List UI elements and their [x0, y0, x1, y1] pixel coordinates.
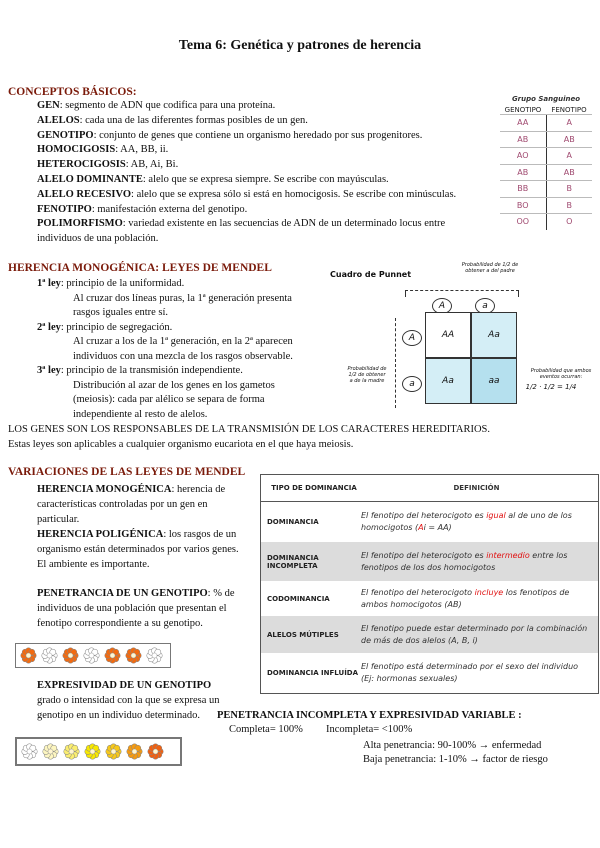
law-description: independiente al resto de alelos. — [73, 408, 208, 420]
genotype: BB — [500, 181, 547, 197]
dominance-row — [261, 616, 598, 653]
dominance-row — [261, 542, 598, 581]
flower-icon — [42, 743, 59, 760]
flower-icon — [84, 743, 101, 760]
mendel-note: Estas leyes son aplicables a cualquier organismo eucariota en el que haya meiosis. — [8, 439, 354, 450]
genotype: AB — [500, 165, 547, 181]
penetrance-flowers — [15, 643, 171, 668]
concept-item — [37, 100, 275, 111]
alta-penetrancia: Alta penetrancia: 90-100% → enfermedad — [363, 740, 542, 751]
punnett-title: Cuadro de Punnet — [330, 270, 412, 279]
blood-table-row — [500, 213, 592, 230]
page-title: Tema 6: Genética y patrones de herencia — [178, 38, 422, 53]
law-description: rasgos iguales entre sí. — [73, 307, 169, 318]
blood-header-genotipo: GENOTIPO — [504, 106, 542, 114]
genotype: AO — [500, 148, 547, 164]
phenotype: B — [566, 200, 572, 210]
phenotype: AB — [563, 134, 575, 144]
concept-def: : conjunto de genes que contiene un organismo heredado por sus progenitores. — [93, 129, 423, 141]
monogenica-def: : herencia de características controladas por un gen en particular. — [37, 484, 226, 525]
blood-table-row — [500, 197, 592, 214]
flower-icon — [105, 743, 122, 760]
def-highlight: igual — [486, 510, 506, 520]
row-allele: a — [402, 376, 422, 392]
incompleta: Incompleta= <100% — [326, 724, 413, 735]
dominance-header-type: TIPO DE DOMINANCIA — [271, 484, 357, 492]
concept-item — [37, 218, 445, 229]
phenotype: A — [566, 151, 572, 160]
law-label: 3ª ley — [37, 365, 61, 376]
completa: Completa= 100% — [229, 724, 303, 735]
def-text: entre los fenotipos de los dos homocigotos — [361, 550, 568, 572]
mendel-heading: HERENCIA MONOGÉNICA: LEYES DE MENDEL — [8, 262, 272, 274]
probability-formula: 1/2 · 1/2 = 1/4 — [525, 383, 577, 391]
def-text: El fenotipo del heterocigoto es — [361, 510, 487, 520]
dominance-definition — [361, 510, 598, 534]
flower-icon — [21, 743, 38, 760]
dominance-definition — [361, 623, 598, 647]
mendel-law — [37, 278, 184, 289]
variable-heading-text: PENETRANCIA INCOMPLETA Y EXPRESIVIDAD VARIABLE — [217, 710, 516, 721]
concept-item — [37, 174, 389, 185]
concept-def: : variedad existente en las secuencias de ADN de un determinado locus entre — [122, 218, 446, 230]
concept-def: : AB, Ai, Bi. — [125, 159, 179, 171]
genotype: BO — [500, 198, 547, 214]
concept-term: POLIMORFISMO — [37, 218, 123, 230]
genotype: AA — [500, 115, 547, 131]
concept-def: : alelo que se expresa sólo si está en homocigosis. Se escribe con minúsculas. — [131, 188, 457, 200]
monogenica-term: HERENCIA MONOGÉNICA — [37, 484, 172, 495]
phenotype: AB — [563, 167, 575, 177]
flower-icon — [20, 647, 37, 664]
concept-continuation: individuos de una población. — [37, 233, 159, 244]
blood-header-fenotipo: FENOTIPO — [551, 106, 587, 114]
def-text: al de uno de los homocigotos ( — [361, 510, 572, 532]
variaciones-text — [37, 482, 249, 631]
concept-term: ALELO RECESIVO — [37, 188, 132, 200]
dominance-type: DOMINANCIA INFLUÍDA — [267, 669, 359, 677]
law-description: individuos con una mezcla de los rasgos observable. — [73, 350, 293, 362]
def-text: El fenotipo está determinado por el sexo del individuo (Ej: hormonas sexuales) — [361, 662, 579, 683]
both-note: Probabilidad que ambos eventos ocurran: — [530, 368, 592, 380]
punnett-cell: Aa — [425, 358, 471, 404]
dominance-type: DOMINANCIA — [267, 517, 319, 526]
concept-term: ALELO DOMINANTE — [37, 174, 143, 185]
variable-colon: : — [518, 710, 522, 721]
genotype: OO — [500, 214, 547, 230]
genotype: AB — [500, 132, 547, 148]
concept-term: GENOTIPO — [37, 129, 94, 141]
dominance-row — [261, 581, 598, 616]
concept-item — [37, 204, 247, 215]
def-text: los fenotipos de ambos homocigotos (AB) — [361, 587, 570, 609]
concept-item — [37, 159, 178, 170]
law-description: Al cruzar a los de la 1ª generación, en la 2ª aparecen — [73, 336, 293, 347]
def-text: El fenotipo del heterocigoto — [361, 587, 475, 597]
law-name: : principio de la uniformidad. — [60, 278, 185, 289]
penetrancia-term: PENETRANCIA DE UN GENOTIPO — [37, 588, 208, 599]
dominance-type: ALELOS MÚTIPLES — [267, 630, 339, 639]
dominance-definition — [361, 550, 598, 574]
dominance-type: CODOMINANCIA — [267, 594, 330, 603]
dominance-type: DOMINANCIA INCOMPLETA — [267, 553, 319, 570]
law-label: 2ª ley — [37, 321, 61, 333]
dominance-table — [260, 474, 599, 694]
def-highlight: A — [418, 522, 424, 532]
mother-note: Probabilidad de 1/2 de obtener a de la madre — [347, 366, 387, 384]
concept-item — [37, 144, 168, 155]
concept-term: ALELOS — [37, 114, 80, 126]
variable-heading — [217, 710, 522, 721]
def-text: i = AA) — [423, 522, 452, 532]
concept-item — [37, 189, 456, 200]
blood-table-row — [500, 180, 592, 197]
mendel-statement: LOS GENES SON LOS RESPONSABLES DE LA TRANSMISIÓN DE LOS CARACTERES HEREDITARIOS. — [8, 424, 491, 435]
baja-penetrancia: Baja penetrancia: 1-10% → factor de riesgo — [363, 754, 548, 765]
law-name: : principio de segregación. — [60, 321, 173, 333]
punnett-square-figure — [325, 262, 600, 412]
expresividad-term: EXPRESIVIDAD DE UN GENOTIPO — [37, 680, 212, 691]
phenotype: A — [566, 118, 572, 127]
dominance-row — [261, 653, 598, 693]
flower-icon — [83, 647, 100, 664]
flower-icon — [146, 647, 163, 664]
concept-def: : cada una de las diferentes formas posibles de un gen. — [79, 114, 308, 126]
mendel-law — [37, 365, 243, 376]
def-text: El fenotipo puede estar determinado por la combinación de más de dos alelos (A, B, i) — [361, 623, 588, 645]
concept-term: GEN — [37, 100, 60, 111]
law-label: 1ª ley — [37, 278, 61, 289]
expresividad-def-1: grado o intensidad con la que se expresa un — [37, 695, 220, 706]
flower-icon — [63, 743, 80, 760]
def-highlight: intermedio — [486, 550, 530, 560]
punnett-cell: AA — [425, 312, 471, 358]
blood-group-table — [500, 95, 592, 230]
mendel-law — [37, 322, 172, 333]
concept-def: : manifestación externa del genotipo. — [91, 203, 248, 215]
flower-icon — [147, 743, 164, 760]
punnett-cell: Aa — [471, 312, 517, 358]
concept-term: HOMOCIGOSIS — [37, 144, 116, 156]
law-description: (meiosis): cada par alélico se separa de forma — [73, 394, 265, 405]
flower-icon — [62, 647, 79, 664]
flower-icon — [104, 647, 121, 664]
expressivity-flowers — [15, 737, 182, 766]
penetrancia-def: : % de individuos de una población que presentan el fenotipo correspondiente a su genotipo. — [37, 588, 235, 629]
conceptos-heading: CONCEPTOS BÁSICOS: — [8, 86, 137, 98]
concept-term: HETEROCIGOSIS — [37, 159, 126, 171]
concept-def: : alelo que se expresa siempre. Se escribe con mayúsculas. — [142, 174, 389, 185]
poligenica-term: HERENCIA POLIGÉNICA — [37, 529, 164, 540]
blood-table-row — [500, 114, 592, 131]
flower-icon — [41, 647, 58, 664]
concept-item — [37, 130, 422, 141]
phenotype: B — [566, 184, 572, 193]
blood-table-row — [500, 131, 592, 148]
law-description: Distribución al azar de los genes en los gametos — [73, 379, 275, 391]
concept-def: : segmento de ADN que codifica para una proteína. — [59, 100, 276, 111]
dominance-header-def: DEFINICIÓN — [453, 484, 500, 492]
blood-table-caption: Grupo Sanguineo — [511, 95, 581, 103]
flower-icon — [126, 743, 143, 760]
law-description: Al cruzar dos líneas puras, la 1ª generación presenta — [73, 292, 292, 304]
concept-term: FENOTIPO — [37, 203, 92, 215]
dominance-definition — [361, 587, 598, 611]
phenotype: O — [566, 217, 573, 226]
dominance-row — [261, 501, 598, 542]
law-name: : principio de la transmisión independiente. — [60, 365, 243, 376]
blood-table-row — [500, 164, 592, 181]
punnett-cell: aa — [471, 358, 517, 404]
variaciones-heading: VARIACIONES DE LAS LEYES DE MENDEL — [8, 466, 246, 478]
def-highlight: incluye — [474, 587, 504, 597]
concept-item — [37, 115, 308, 126]
concept-def: : AA, BB, ii. — [115, 144, 169, 156]
flower-icon — [125, 647, 142, 664]
col-allele: A — [432, 298, 452, 314]
poligenica-def: : los rasgos de un organismo están determinados por varios genes. El ambiente es importante. — [37, 529, 239, 570]
father-note: Probabilidad de 1/2 de obtener a del padre — [461, 262, 519, 274]
row-allele: A — [402, 330, 422, 346]
col-allele: a — [475, 298, 495, 314]
dominance-definition — [361, 661, 598, 685]
expresividad-def-2: genotipo en un individuo determinado. — [37, 710, 201, 721]
def-text: El fenotipo del heterocigoto es — [361, 550, 487, 560]
blood-table-row — [500, 147, 592, 164]
